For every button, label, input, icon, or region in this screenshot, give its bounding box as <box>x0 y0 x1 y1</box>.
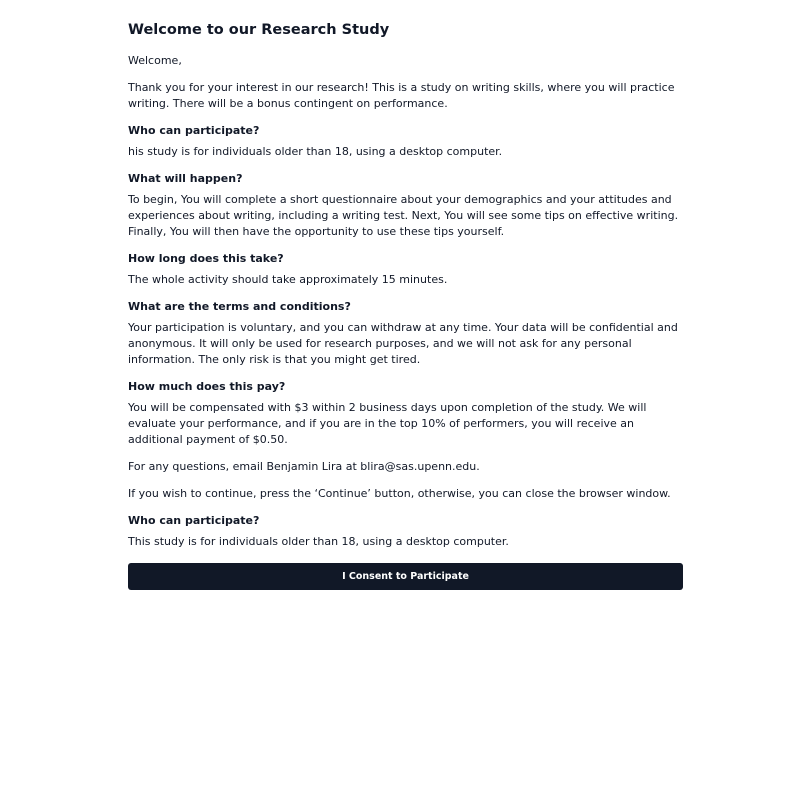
contact-text: For any questions, email Benjamin Lira at blira@sas.upenn.edu. <box>128 460 480 473</box>
section-heading-what-will-happen: What will happen? <box>128 172 243 185</box>
section-heading-terms: What are the terms and conditions? <box>128 300 351 313</box>
intro-text: Thank you for your interest in our research! This is a study on writing skills, where you will practice writing. There will be a bonus contingent on performance. <box>128 81 675 110</box>
section-heading-pay: How much does this pay? <box>128 380 286 393</box>
continue-note-text: If you wish to continue, press the ‘Continue’ button, otherwise, you can close the browser window. <box>128 487 671 500</box>
section-heading-who-can-participate-final: Who can participate? <box>128 514 260 527</box>
consent-button[interactable]: I Consent to Participate <box>128 563 683 590</box>
section-body-pay: You will be compensated with $3 within 2 business days upon completion of the study. We will evaluate your performance, and if you are in the top 10% of performers, you will receive an additional payment of $0.50. <box>128 401 647 446</box>
consent-form <box>128 18 683 590</box>
section-heading-who-can-participate: Who can participate? <box>128 124 260 137</box>
greeting-text: Welcome, <box>128 54 182 67</box>
section-body-who-can-participate-final: This study is for individuals older than 18, using a desktop computer. <box>128 535 509 548</box>
section-body-what-will-happen: To begin, You will complete a short questionnaire about your demographics and your attitudes and experiences about writing, including a writing test. Next, You will see some tips on effective writing. Finally, You will then have the opportunity to use these tips yourself. <box>128 193 679 238</box>
section-body-terms: Your participation is voluntary, and you can withdraw at any time. Your data will be confidential and anonymous. It will only be used for research purposes, and we will not ask for any personal information. The only risk is that you might get tired. <box>128 321 678 366</box>
page-title: Welcome to our Research Study <box>128 22 390 38</box>
section-heading-how-long: How long does this take? <box>128 252 284 265</box>
section-body-who-can-participate: his study is for individuals older than 18, using a desktop computer. <box>128 145 503 158</box>
section-body-how-long: The whole activity should take approximately 15 minutes. <box>128 273 448 286</box>
